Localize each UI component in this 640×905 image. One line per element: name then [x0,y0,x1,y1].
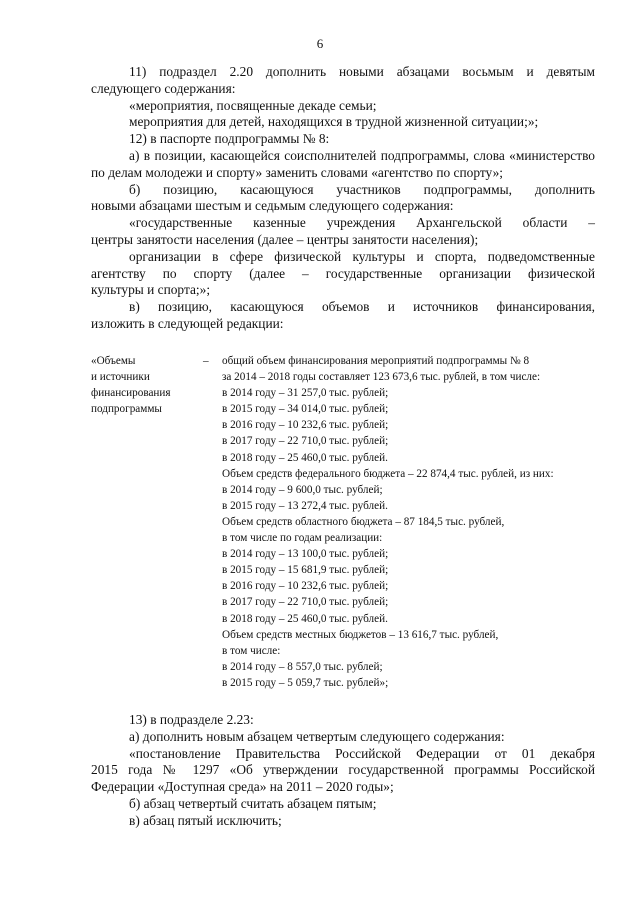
financing-line: в 2017 году – 22 710,0 тыс. рублей; [222,435,389,448]
financing-line: Объем средств местных бюджетов – 13 616,7 тыс. рублей, [222,628,499,641]
item-12b-quote1-line2: центры занятости населения (далее – центры занятости населения); [91,231,479,247]
financing-line: в 2016 году – 10 232,6 тыс. рублей; [222,419,389,432]
financing-line: в 2018 году – 25 460,0 тыс. рублей. [222,451,388,464]
financing-line: в 2018 году – 25 460,0 тыс. рублей. [222,612,388,625]
financing-line: в том числе по годам реализации: [222,532,383,545]
item-12b-quote1-line1: «государственные казенные учреждения Архангельской области – [129,215,595,231]
item-13c: в) абзац пятый исключить; [129,812,282,828]
financing-line: в 2015 году – 34 014,0 тыс. рублей; [222,403,389,416]
financing-line: в 2014 году – 13 100,0 тыс. рублей; [222,548,389,561]
amendments-top [91,64,595,333]
financing-line: в 2015 году – 13 272,4 тыс. рублей. [222,499,388,512]
item-12b-line1: б) позицию, касающуюся участников подпрограммы, дополнить [129,181,595,197]
item-13-heading: 13) в подразделе 2.23: [129,712,254,727]
label-line: «Объемы [91,355,136,367]
financing-line: в 2015 году – 15 681,9 тыс. рублей; [222,564,389,577]
financing-line: в 2014 году – 8 557,0 тыс. рублей; [222,660,383,673]
financing-line: Объем средств областного бюджета – 87 184,5 тыс. рублей, [222,515,505,528]
item-11-quote2: мероприятия для детей, находящихся в трудной жизненной ситуации;»; [129,114,539,130]
item-11-line1: 11) подраздел 2.20 дополнить новыми абзацами восьмым и девятым [129,64,595,79]
item-12b-quote2-line1: организации в сфере физической культуры и спорта, подведомственные [129,248,595,264]
page-number: 6 [316,36,324,51]
item-13a-quote-line2: 2015 года № 1297 «Об утверждении государственной программы Российской [91,762,595,778]
item-11-line2: следующего содержания: [91,80,236,96]
financing-line: за 2014 – 2018 годы составляет 123 673,6 тыс. рублей, в том числе: [222,371,541,384]
financing-table-label [91,353,201,417]
financing-line: Объем средств федерального бюджета – 22 874,4 тыс. рублей, из них: [222,467,554,480]
item-13b: б) абзац четвертый считать абзацем пятым; [129,795,377,811]
item-12-heading: 12) в паспорте подпрограммы № 8: [129,131,330,147]
item-12c-line1: в) позицию, касающуюся объемов и источников финансирования, [129,299,595,315]
item-12b-quote2-line2: агентству по спорту (далее – государственные организации физической [91,265,595,281]
financing-line: в 2015 году – 5 059,7 тыс. рублей»; [222,676,389,689]
item-12b-line2: новыми абзацами шестым и седьмым следующего содержания: [91,198,454,214]
item-12a-line1: а) в позиции, касающейся соисполнителей подпрограммы, слова «министерство [129,147,595,163]
financing-line: в том числе: [222,644,281,657]
item-12a-line2: по делам молодежи и спорту» заменить словами «агентство по спорту»; [91,164,503,180]
item-12c-line2: изложить в следующей редакции: [91,315,284,331]
item-13a: а) дополнить новым абзацем четвертым следующего содержания: [129,728,505,744]
financing-line: в 2017 году – 22 710,0 тыс. рублей; [222,596,389,609]
financing-table-dash: – [203,355,209,367]
label-line: и источники [91,371,150,384]
financing-line: общий объем финансирования мероприятий подпрограммы № 8 [222,355,530,367]
item-12b-quote2-line3: культуры и спорта;»; [91,282,211,298]
financing-line: в 2016 году – 10 232,6 тыс. рублей; [222,580,389,593]
financing-line: в 2014 году – 9 600,0 тыс. рублей; [222,483,383,496]
item-11-quote1: «мероприятия, посвященные декаде семьи; [129,97,377,113]
financing-line: в 2014 году – 31 257,0 тыс. рублей; [222,387,389,400]
financing-table-body [222,353,602,691]
item-13a-quote-line3: Федерации «Доступная среда» на 2011 – 2020 годы»; [91,779,394,795]
label-line: подпрограммы [91,403,162,416]
label-line: финансирования [91,387,171,400]
item-13a-quote-line1: «постановление Правительства Российской Федерации от 01 декабря [129,745,595,761]
amendments-bottom [91,712,595,830]
